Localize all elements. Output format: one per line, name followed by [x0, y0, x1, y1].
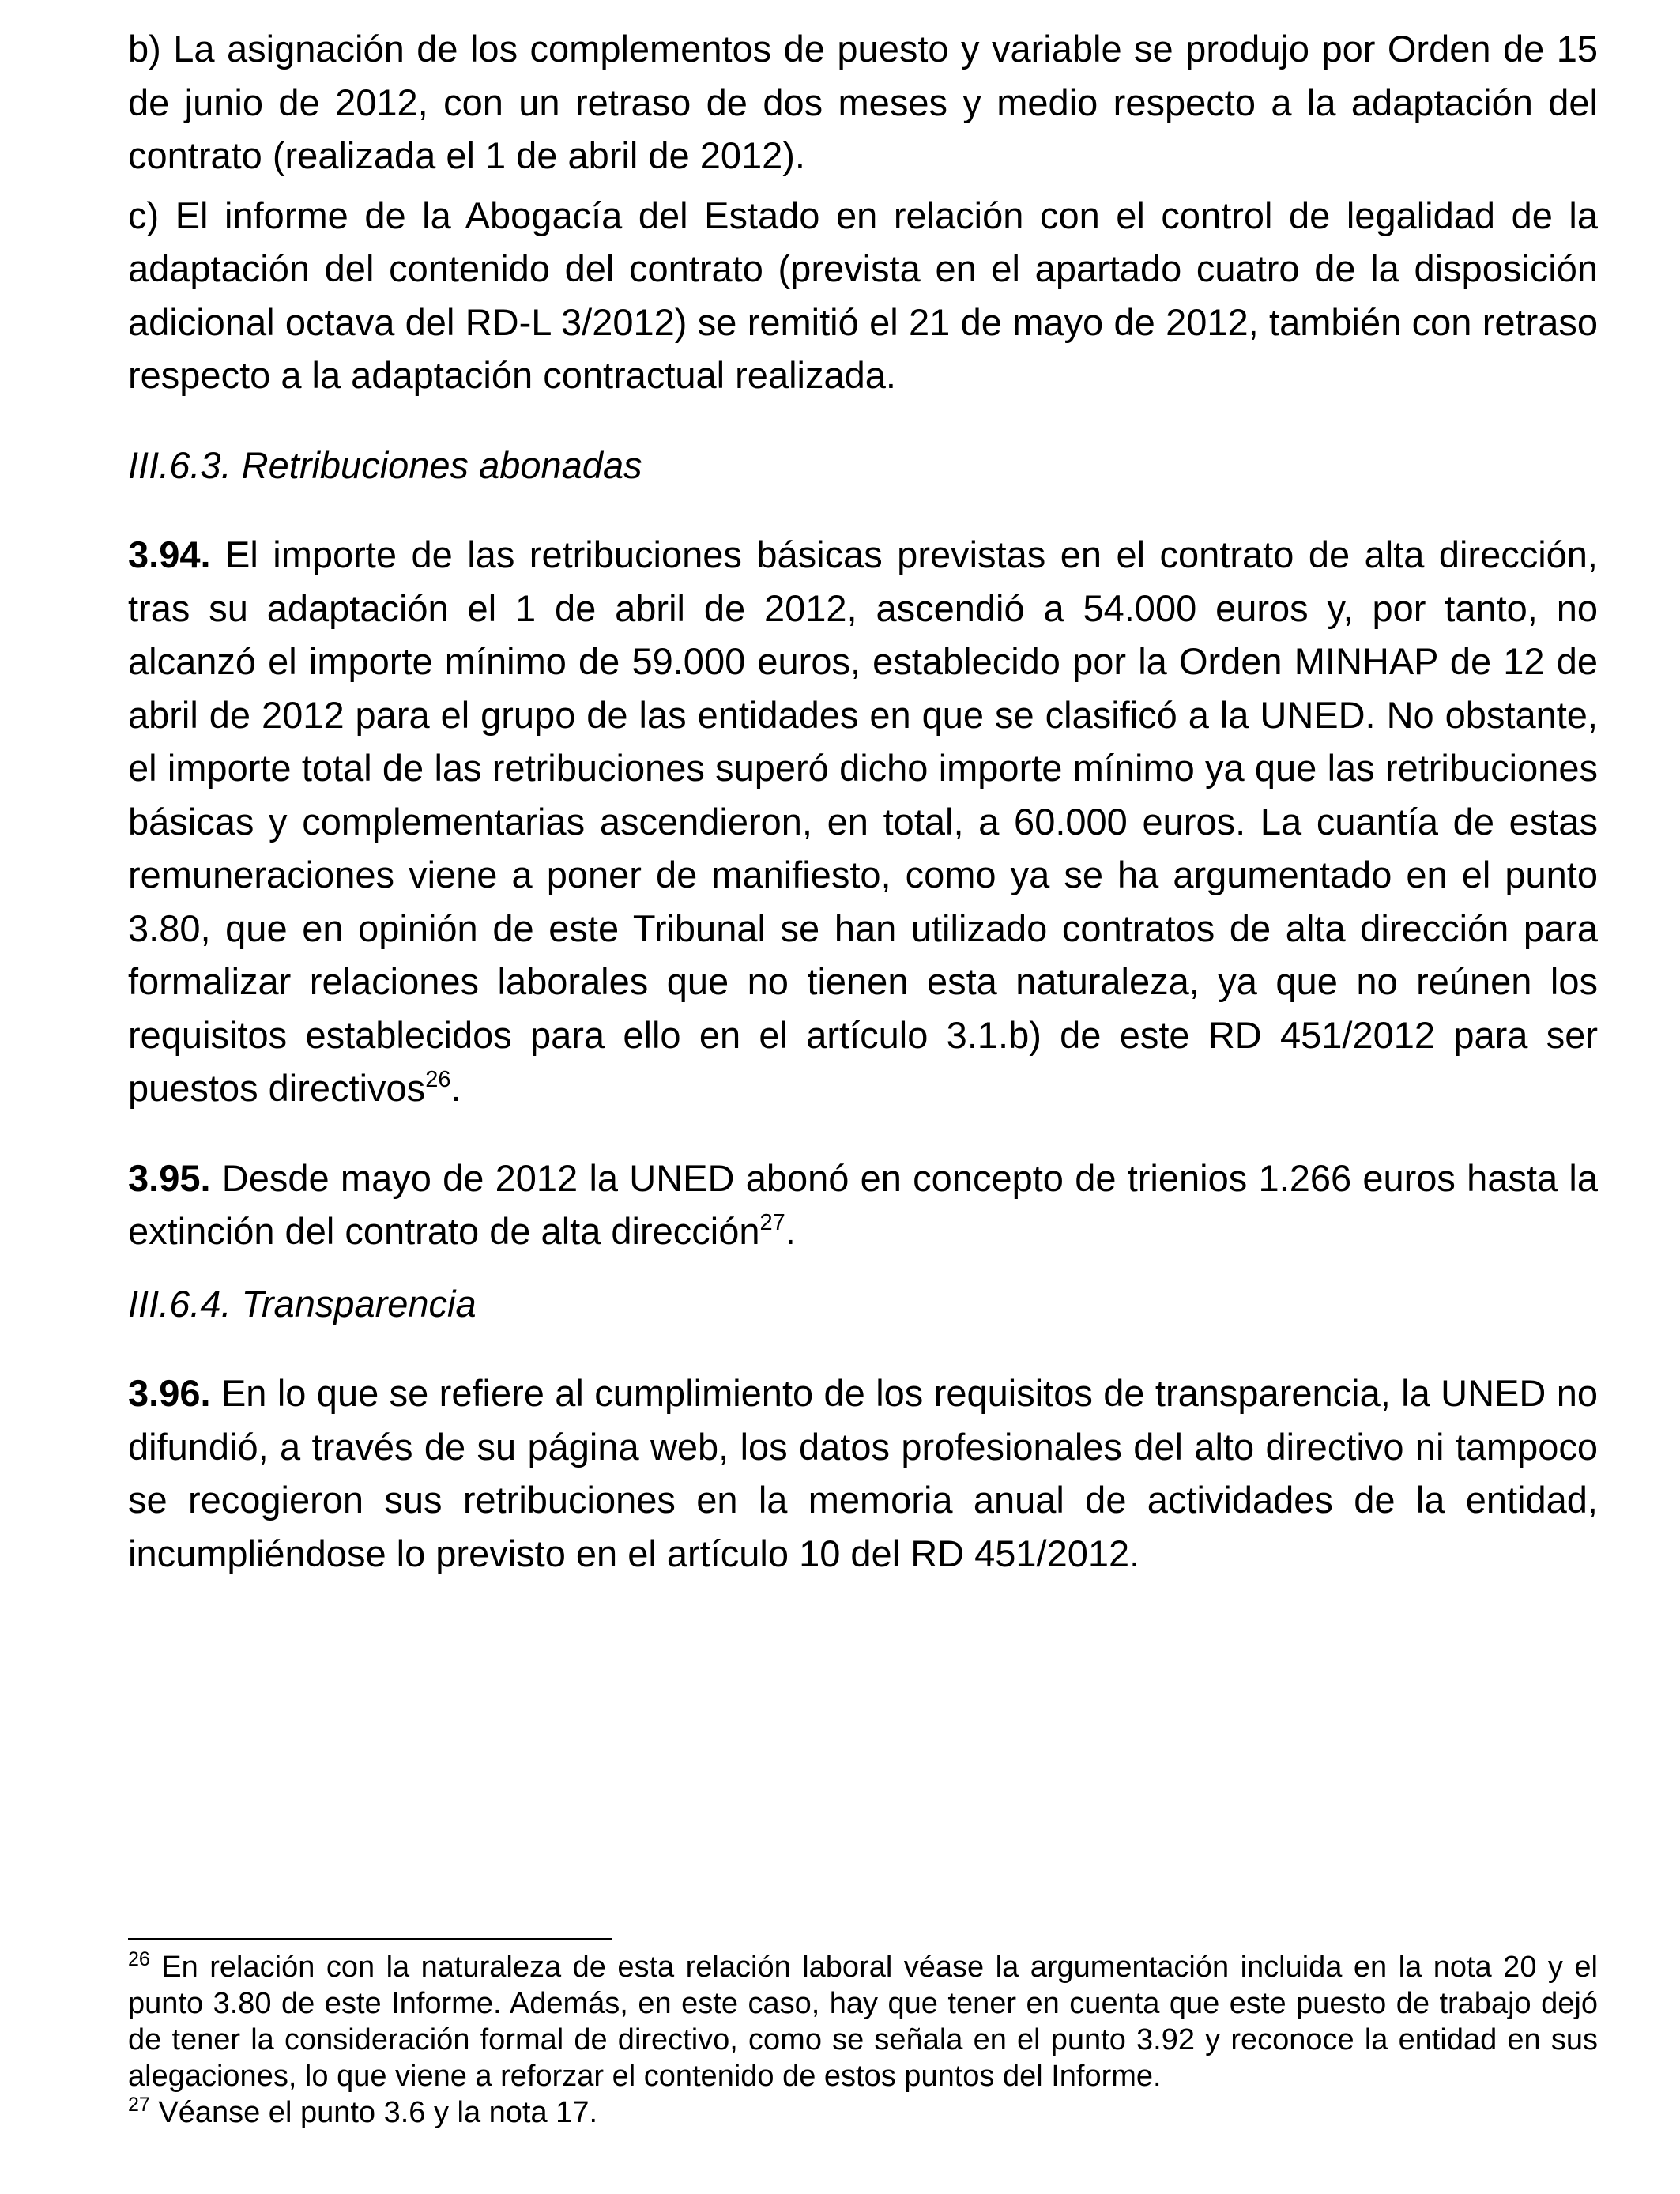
footnote-26 [128, 1949, 1598, 2094]
paragraph-end: . [785, 1210, 796, 1252]
paragraph-c: c) El informe de la Abogacía del Estado en relación con el control de legalidad de la adaptación del contenido del contrato (prevista en el apartado cuatro de la disposición adicional octava del RD-L 3/2012) se remitió el 21 de mayo de 2012, también con retraso respecto a la adaptación contractual realizada. [128, 194, 1598, 396]
section-heading-transparencia: III.6.4. Transparencia [128, 1282, 477, 1325]
footnote-ref-27[interactable]: 27 [759, 1210, 785, 1235]
paragraph-3-96 [128, 1367, 1598, 1580]
footnote-separator [128, 1938, 612, 1940]
paragraph-text: El importe de las retribuciones básicas previstas en el contrato de alta dirección, tras su adaptación el 1 de abril de 2012, ascendió a 54.000 euros y, por tanto, no alcanzó el importe mínimo de 59.000 euros, establecido por la Orden MINHAP de 12 de abril de 2012 para el grupo de las entidades en que se clasificó a la UNED. No obstante, el importe total de las retribuciones superó dicho importe mínimo ya que las retribuciones básicas y complementarias ascendieron, en total, a 60.000 euros. La cuantía de estas remuneraciones viene a poner de manifiesto, como ya se ha argumentado en el punto 3.80, que en opinión de este Tribunal se han utilizado contratos de alta dirección para formalizar relaciones laborales que no tienen esta naturaleza, ya que no reúnen los requisitos establecidos para ello en el artículo 3.1.b) de este RD 451/2012 para ser puestos directivos [128, 533, 1598, 1109]
footnote-number: 27 [128, 2094, 150, 2116]
document-page [128, 22, 1598, 1580]
paragraph-text: En lo que se refiere al cumplimiento de los requisitos de transparencia, la UNED no difundió, a través de su página web, los datos profesionales del alto directivo ni tampoco se recogieron sus retribuciones en la memoria anual de actividades de la entidad, incumpliéndose lo previsto en el artículo 10 del RD 451/2012. [128, 1372, 1598, 1574]
footnote-number: 26 [128, 1948, 150, 1970]
paragraph-end: . [450, 1067, 461, 1109]
paragraph-b: b) La asignación de los complementos de puesto y variable se produjo por Orden de 15 de junio de 2012, con un retraso de dos meses y medio respecto a la adaptación del contrato (realizada el 1 de abril de 2012). [128, 28, 1598, 176]
paragraph-text: Desde mayo de 2012 la UNED abonó en concepto de trienios 1.266 euros hasta la extinción del contrato de alta dirección [128, 1156, 1598, 1252]
footnote-text: En relación con la naturaleza de esta relación laboral véase la argumentación incluida en la nota 20 y el punto 3.80 de este Informe. Además, en este caso, hay que tener en cuenta que este puesto de trabajo dejó de tener la consideración formal de directivo, como se señala en el punto 3.92 y reconoce la entidad en sus alegaciones, lo que viene a reforzar el contenido de estos puntos del Informe. [128, 1951, 1598, 2093]
paragraph-3-95 [128, 1152, 1598, 1258]
paragraph-number: 3.95. [128, 1156, 211, 1199]
paragraph-number: 3.94. [128, 533, 211, 575]
footnote-27 [128, 2094, 1598, 2131]
paragraph-3-94 [128, 528, 1598, 1115]
section-heading-retribuciones: III.6.3. Retribuciones abonadas [128, 443, 642, 486]
footnote-ref-26[interactable]: 26 [425, 1067, 451, 1092]
footnotes-section [128, 1938, 1598, 2131]
footnote-text: Véanse el punto 3.6 y la nota 17. [149, 2096, 598, 2129]
paragraph-number: 3.96. [128, 1372, 211, 1414]
